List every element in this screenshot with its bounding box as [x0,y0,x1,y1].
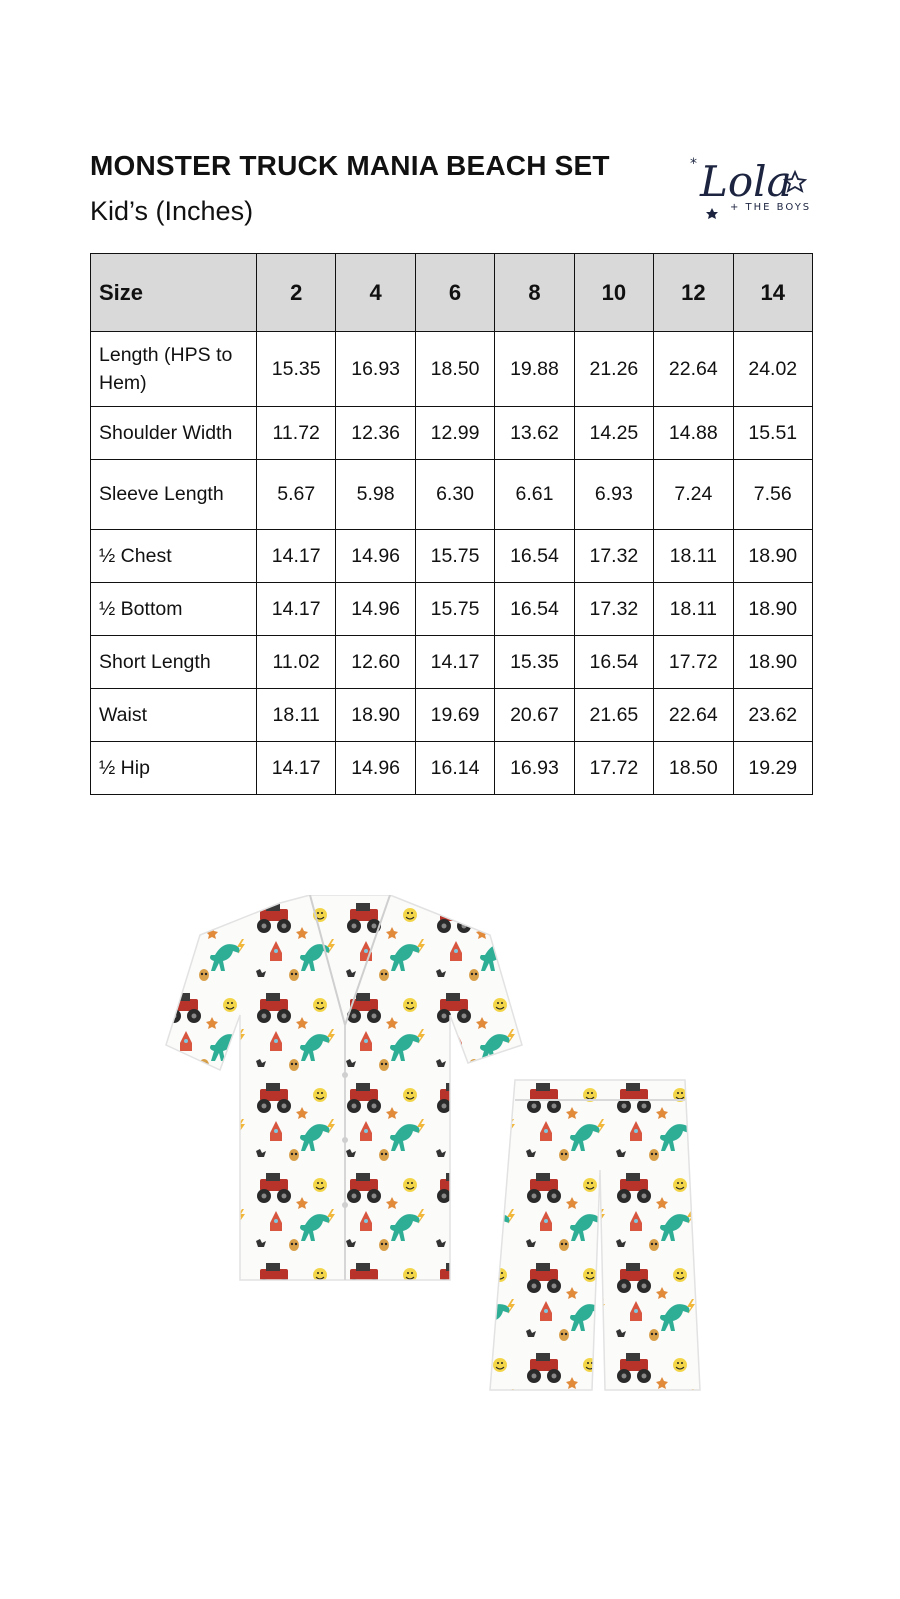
table-cell: 14.96 [336,742,415,795]
table-cell: 17.32 [574,530,653,583]
table-cell: 21.26 [574,332,653,407]
table-cell: 12.60 [336,636,415,689]
table-cell: 16.93 [336,332,415,407]
table-cell: 18.90 [733,636,812,689]
table-cell: 18.90 [733,530,812,583]
table-cell: 13.62 [495,407,574,460]
table-cell: 7.56 [733,460,812,530]
table-cell: 19.29 [733,742,812,795]
table-row [91,332,813,407]
table-cell: 14.17 [415,636,494,689]
page-title: MONSTER TRUCK MANIA BEACH SET [90,150,610,181]
table-cell: 6.93 [574,460,653,530]
row-label: Short Length [91,636,257,689]
table-row [91,530,813,583]
logo-star-small: * [690,156,697,172]
table-cell: 12.99 [415,407,494,460]
size-column-header: 12 [654,254,733,332]
table-row [91,583,813,636]
table-row [91,689,813,742]
table-cell: 16.54 [495,583,574,636]
size-chart-table [90,253,813,795]
table-cell: 11.02 [257,636,336,689]
size-column-header: 14 [733,254,812,332]
table-cell: 20.67 [495,689,574,742]
table-cell: 11.72 [257,407,336,460]
table-row [91,460,813,530]
product-image [160,895,740,1435]
table-cell: 15.35 [495,636,574,689]
shirt-icon [166,895,522,1280]
table-cell: 18.50 [654,742,733,795]
table-cell: 14.17 [257,742,336,795]
table-cell: 14.88 [654,407,733,460]
table-cell: 14.17 [257,530,336,583]
table-cell: 16.54 [495,530,574,583]
row-label: ½ Chest [91,530,257,583]
table-row [91,407,813,460]
table-cell: 17.32 [574,583,653,636]
row-label: Length (HPS to Hem) [91,332,257,407]
table-cell: 12.36 [336,407,415,460]
table-cell: 6.30 [415,460,494,530]
size-column-header: 8 [495,254,574,332]
table-cell: 16.93 [495,742,574,795]
table-header-row [91,254,813,332]
row-label: Shoulder Width [91,407,257,460]
table-cell: 18.11 [257,689,336,742]
table-cell: 14.96 [336,530,415,583]
brand-logo [688,150,818,226]
table-cell: 15.75 [415,583,494,636]
table-cell: 5.67 [257,460,336,530]
table-row [91,742,813,795]
table-cell: 6.61 [495,460,574,530]
row-label: ½ Hip [91,742,257,795]
table-cell: 16.14 [415,742,494,795]
table-cell: 22.64 [654,332,733,407]
row-label: ½ Bottom [91,583,257,636]
table-cell: 15.35 [257,332,336,407]
table-cell: 5.98 [336,460,415,530]
table-cell: 19.69 [415,689,494,742]
table-cell: 18.50 [415,332,494,407]
table-cell: 18.11 [654,583,733,636]
table-cell: 18.11 [654,530,733,583]
page-subtitle: Kid’s (Inches) [90,196,254,226]
table-cell: 14.96 [336,583,415,636]
table-cell: 18.90 [336,689,415,742]
table-cell: 19.88 [495,332,574,407]
table-cell: 14.25 [574,407,653,460]
size-column-header: 2 [257,254,336,332]
size-header: Size [91,254,257,332]
table-cell: 21.65 [574,689,653,742]
table-cell: 22.64 [654,689,733,742]
table-cell: 17.72 [654,636,733,689]
table-cell: 15.75 [415,530,494,583]
shorts-icon [490,1080,700,1390]
table-row [91,636,813,689]
size-column-header: 4 [336,254,415,332]
size-column-header: 10 [574,254,653,332]
table-cell: 17.72 [574,742,653,795]
row-label: Sleeve Length [91,460,257,530]
logo-wordmark: Lola [700,157,792,206]
row-label: Waist [91,689,257,742]
logo-tagline: + THE BOYS [730,202,812,213]
table-cell: 24.02 [733,332,812,407]
logo-star-filled [706,208,718,219]
table-cell: 23.62 [733,689,812,742]
size-column-header: 6 [415,254,494,332]
table-cell: 7.24 [654,460,733,530]
table-cell: 15.51 [733,407,812,460]
table-cell: 16.54 [574,636,653,689]
table-cell: 14.17 [257,583,336,636]
table-cell: 18.90 [733,583,812,636]
